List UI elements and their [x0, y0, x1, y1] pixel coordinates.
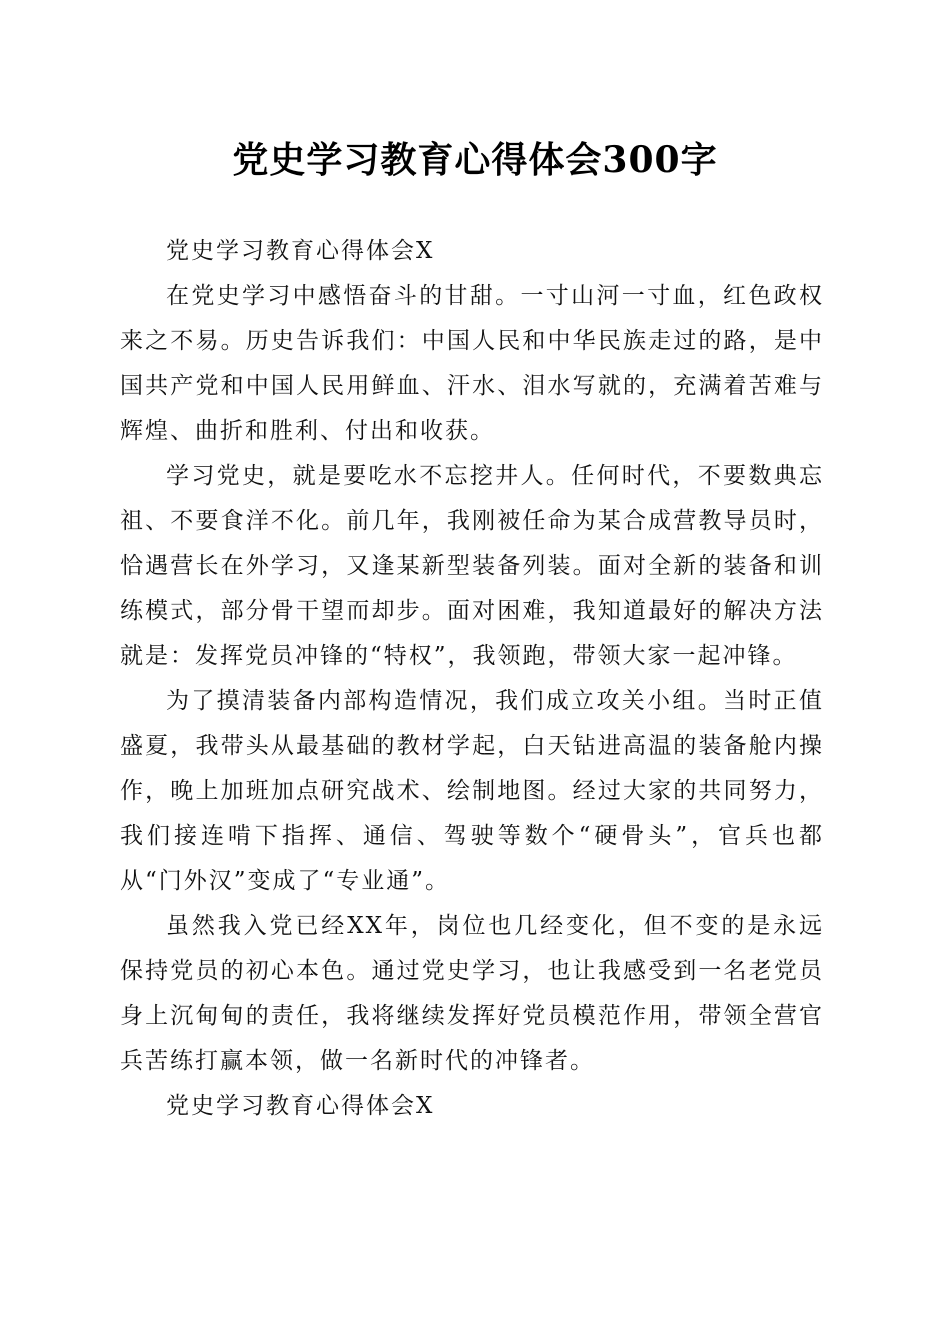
- paragraph: 在党史学习中感悟奋斗的甘甜。一寸山河一寸血，红色政权来之不易。历史告诉我们：中国人民和中华民族走过的路，是中国共产党和中国人民用鲜血、汗水、泪水写就的，充满着苦难与辉煌、曲折和胜利、付出和收获。: [120, 283, 824, 444]
- document-title: 党史学习教育心得体会300字: [232, 139, 718, 181]
- paragraph: 虽然我入党已经XX年，岗位也几经变化，但不变的是永远保持党员的初心本色。通过党史学习，也让我感受到一名老党员身上沉甸甸的责任，我将继续发挥好党员模范作用，带领全营官兵苦练打赢本领，做一名新时代的冲锋者。: [120, 913, 824, 1074]
- paragraph-subtitle: 党史学习教育心得体会X: [166, 238, 435, 264]
- paragraph: 学习党史，就是要吃水不忘挖井人。任何时代，不要数典忘祖、不要食洋不化。前几年，我刚被任命为某合成营教导员时，恰遇营长在外学习，又逢某新型装备列装。面对全新的装备和训练模式，部分骨干望而却步。面对困难，我知道最好的解决方法就是：发挥党员冲锋的“特权”，我领跑，带领大家一起冲锋。: [120, 463, 824, 669]
- document-body: [120, 229, 824, 1129]
- paragraph-subtitle: 党史学习教育心得体会X: [166, 1093, 435, 1119]
- paragraph: 为了摸清装备内部构造情况，我们成立攻关小组。当时正值盛夏，我带头从最基础的教材学起，白天钻进高温的装备舱内操作，晚上加班加点研究战术、绘制地图。经过大家的共同努力，我们接连啃下指挥、通信、驾驶等数个“硬骨头”，官兵也都从“门外汉”变成了“专业通”。: [120, 688, 824, 894]
